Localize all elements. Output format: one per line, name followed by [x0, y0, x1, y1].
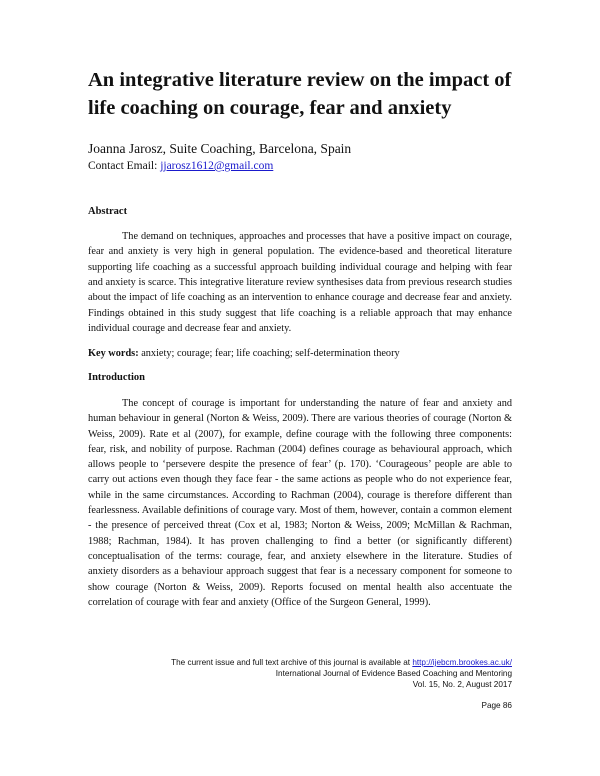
page-number: Page 86 — [481, 701, 512, 710]
introduction-text: The concept of courage is important for understanding the nature of fear and anxiety and human behaviour in general (Norton & Weiss, 2009). There are various theories of courage (Norton & Weiss, 2009). Rate et al (2007), for example, define courage with the following three components: fear, risk, and nobility of purpose. Rachman (2004) defines courage as behavioural approach, which allows people to ‘persevere despite the presence of fear’ (p. 170). ‘Courageous’ people are able to carry out actions even though they face fear - the same actions as people who do not experience fear, while in the same circumstances. According to Rachman (2004), courage is therefore different than fearlessness. Available definitions of courage vary. Most of them, however, contain a common element - the presence of perceived threat (Cox et al, 1983; Norton & Weiss, 2009; McMillan & Rachman, 1988; Rachman, 1984). It has proven challenging to find a better (or significantly different) conceptualisation of the terms: courage, fear, and anxiety elsewhere in the literature. Studies of anxiety disorders as a behaviour approach suggest that fear is a necessary component for someone to show courage (Norton & Weiss, 2009). Reports focused on mental health also accentuate the correlation of courage with fear and anxiety (Office of the Surgeon General, 1999). — [88, 398, 512, 608]
footer-archive-prefix: The current issue and full text archive of this journal is available at — [171, 658, 413, 667]
abstract-heading: Abstract — [88, 206, 128, 217]
footer-archive-line — [82, 657, 512, 668]
contact-email-link[interactable]: jjarosz1612@gmail.com — [160, 160, 274, 172]
abstract-text: The demand on techniques, approaches and processes that have a positive impact on courage, fear and anxiety is very high in general population. The evidence-based and theoretical literature supporting life coaching as a successful approach building individual courage and helping with fear and anxiety is scarce. This integrative literature review synthesises data from previous research studies about the impact of life coaching as an intervention to enhance courage and decrease fear and anxiety. Findings obtained in this study suggest that life coaching is a reliable approach that may enhance individual courage and decrease fear and anxiety. — [88, 231, 512, 335]
footer-journal-link[interactable]: http://ijebcm.brookes.ac.uk/ — [412, 658, 512, 667]
footer-journal-name: International Journal of Evidence Based Coaching and Mentoring — [275, 669, 512, 678]
contact-label: Contact Email: — [88, 160, 161, 172]
keywords-text: anxiety; courage; fear; life coaching; self-determination theory — [138, 348, 400, 359]
author-line: Joanna Jarosz, Suite Coaching, Barcelona, Spain — [88, 141, 352, 156]
journal-footer — [82, 657, 512, 690]
keywords-label: Key words: — [88, 348, 139, 359]
contact-line — [88, 159, 273, 174]
paper-title: An integrative literature review on the impact of life coaching on courage, fear and anxiety — [88, 69, 512, 119]
footer-volume: Vol. 15, No. 2, August 2017 — [412, 680, 512, 689]
keywords-line — [88, 346, 512, 361]
introduction-heading: Introduction — [88, 372, 145, 383]
